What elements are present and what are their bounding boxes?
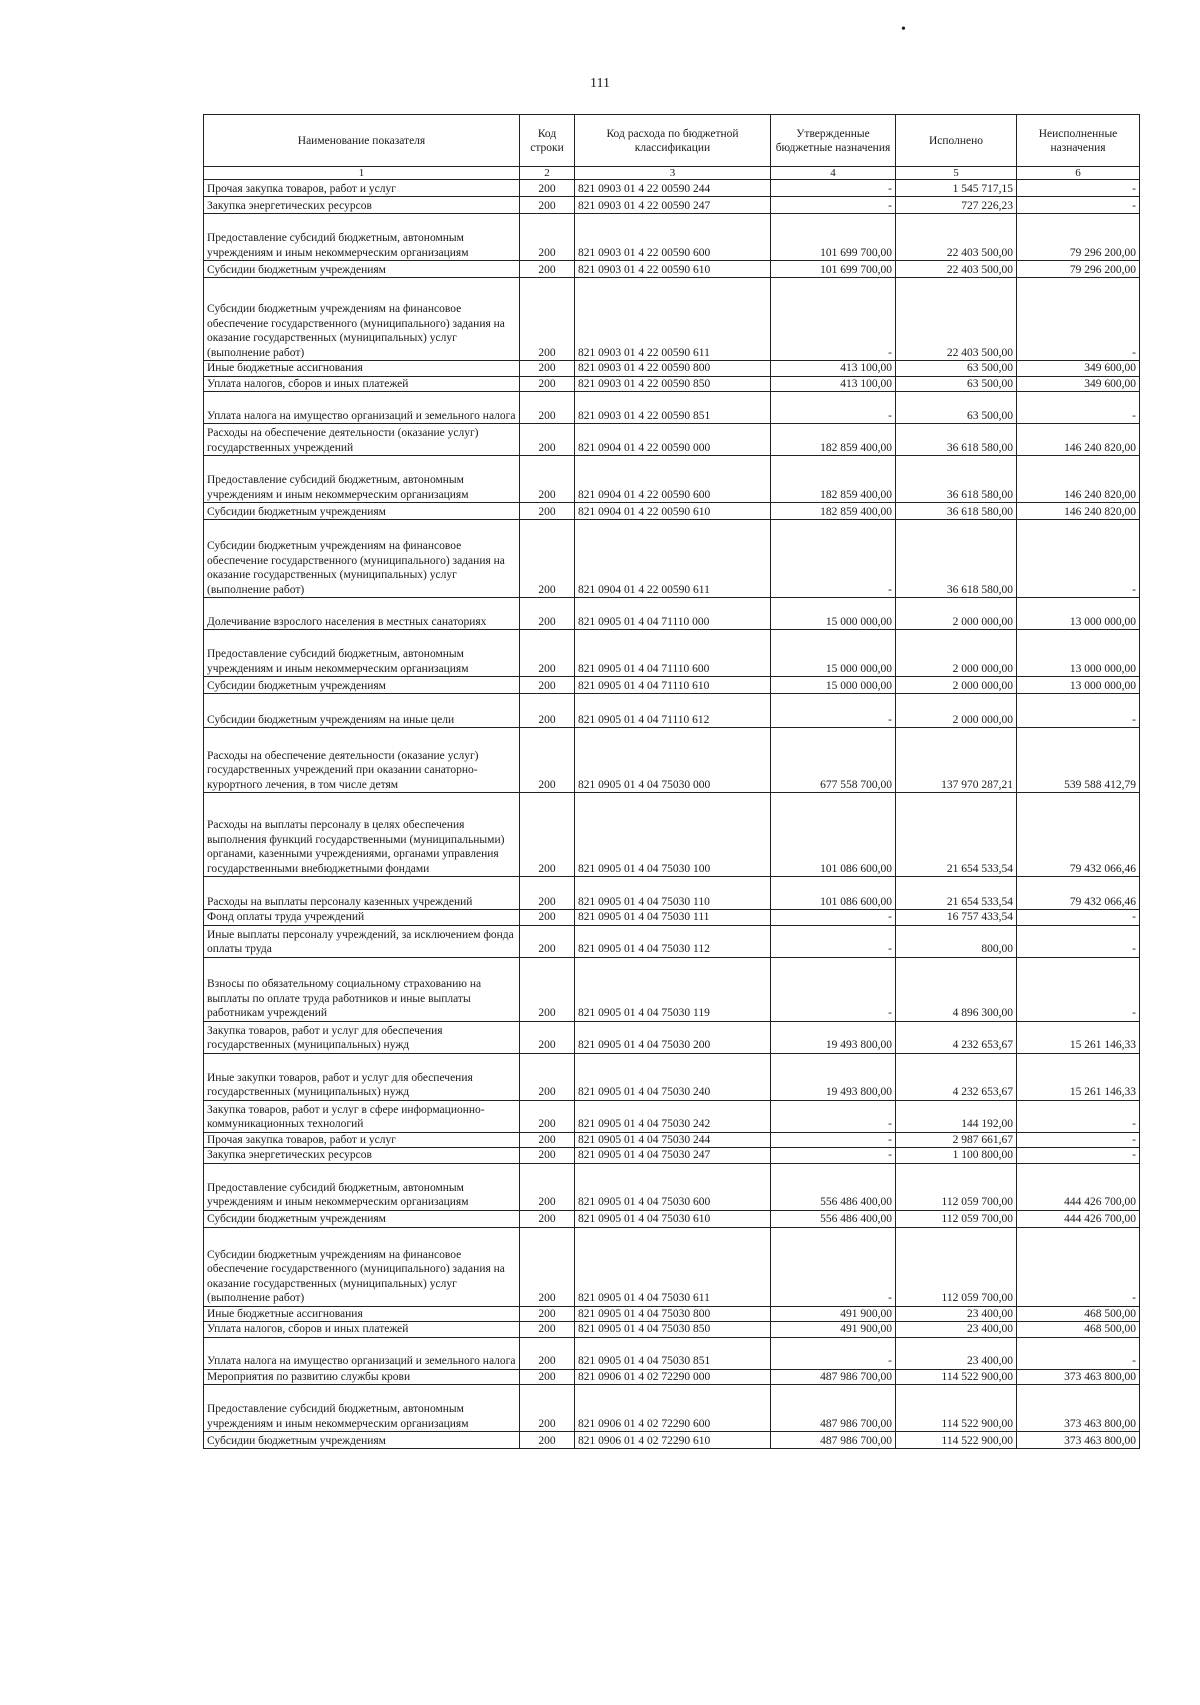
- row-unexecuted-cell: 13 000 000,00: [1017, 630, 1140, 677]
- row-unexecuted-cell: 79 432 066,46: [1017, 793, 1140, 877]
- row-kbk-cell: 821 0906 01 4 02 72290 610: [575, 1432, 771, 1449]
- row-approved-cell: 15 000 000,00: [771, 630, 896, 677]
- table-row: [204, 677, 1140, 694]
- row-name-cell: Уплата налога на имущество организаций и земельного налога: [204, 1337, 520, 1369]
- row-executed-cell: 1 100 800,00: [896, 1148, 1017, 1164]
- row-unexecuted-cell: 146 240 820,00: [1017, 503, 1140, 520]
- row-name-cell: Субсидии бюджетным учреждениям: [204, 677, 520, 694]
- row-code-cell: 200: [520, 376, 575, 392]
- row-approved-cell: 15 000 000,00: [771, 677, 896, 694]
- row-executed-cell: 23 400,00: [896, 1322, 1017, 1338]
- row-executed-cell: 112 059 700,00: [896, 1210, 1017, 1227]
- table-row: [204, 1210, 1140, 1227]
- row-kbk-cell: 821 0905 01 4 04 75030 800: [575, 1306, 771, 1322]
- table-row: [204, 598, 1140, 630]
- table-row: [204, 1132, 1140, 1148]
- table-row: [204, 1322, 1140, 1338]
- row-unexecuted-cell: -: [1017, 278, 1140, 361]
- table-row: [204, 520, 1140, 598]
- row-unexecuted-cell: -: [1017, 197, 1140, 214]
- row-executed-cell: 2 000 000,00: [896, 677, 1017, 694]
- table-row: [204, 1053, 1140, 1100]
- row-executed-cell: 36 618 580,00: [896, 503, 1017, 520]
- row-kbk-cell: 821 0905 01 4 04 75030 600: [575, 1163, 771, 1210]
- row-approved-cell: -: [771, 278, 896, 361]
- row-code-cell: 200: [520, 1306, 575, 1322]
- row-code-cell: 200: [520, 197, 575, 214]
- row-unexecuted-cell: -: [1017, 1132, 1140, 1148]
- row-name-cell: Предоставление субсидий бюджетным, автономным учреждениям и иным некоммерческим организациям: [204, 456, 520, 503]
- row-code-cell: 200: [520, 1210, 575, 1227]
- row-kbk-cell: 821 0905 01 4 04 75030 851: [575, 1337, 771, 1369]
- row-unexecuted-cell: 79 432 066,46: [1017, 877, 1140, 910]
- row-name-cell: Прочая закупка товаров, работ и услуг: [204, 1132, 520, 1148]
- row-approved-cell: 487 986 700,00: [771, 1369, 896, 1385]
- column-number: 4: [771, 167, 896, 180]
- row-unexecuted-cell: 468 500,00: [1017, 1322, 1140, 1338]
- row-approved-cell: 491 900,00: [771, 1322, 896, 1338]
- row-name-cell: Закупка товаров, работ и услуг в сфере информационно-коммуникационных технологий: [204, 1100, 520, 1132]
- row-kbk-cell: 821 0904 01 4 22 00590 610: [575, 503, 771, 520]
- row-kbk-cell: 821 0905 01 4 04 75030 247: [575, 1148, 771, 1164]
- table-row: [204, 1369, 1140, 1385]
- row-executed-cell: 2 987 661,67: [896, 1132, 1017, 1148]
- row-approved-cell: -: [771, 1132, 896, 1148]
- row-code-cell: 200: [520, 520, 575, 598]
- row-name-cell: Субсидии бюджетным учреждениям: [204, 503, 520, 520]
- row-approved-cell: -: [771, 925, 896, 957]
- row-kbk-cell: 821 0903 01 4 22 00590 850: [575, 376, 771, 392]
- row-approved-cell: 556 486 400,00: [771, 1163, 896, 1210]
- row-executed-cell: 2 000 000,00: [896, 598, 1017, 630]
- row-executed-cell: 63 500,00: [896, 361, 1017, 377]
- row-code-cell: 200: [520, 910, 575, 926]
- row-executed-cell: 2 000 000,00: [896, 630, 1017, 677]
- row-kbk-cell: 821 0905 01 4 04 75030 119: [575, 957, 771, 1021]
- row-executed-cell: 36 618 580,00: [896, 424, 1017, 456]
- row-unexecuted-cell: -: [1017, 1100, 1140, 1132]
- row-name-cell: Предоставление субсидий бюджетным, автономным учреждениям и иным некоммерческим организациям: [204, 214, 520, 261]
- header-executed: Исполнено: [896, 115, 1017, 167]
- row-executed-cell: 23 400,00: [896, 1306, 1017, 1322]
- table-row: [204, 925, 1140, 957]
- row-executed-cell: 21 654 533,54: [896, 877, 1017, 910]
- column-number: 5: [896, 167, 1017, 180]
- row-approved-cell: 413 100,00: [771, 361, 896, 377]
- row-code-cell: 200: [520, 214, 575, 261]
- table-row: [204, 1148, 1140, 1164]
- row-approved-cell: 101 086 600,00: [771, 793, 896, 877]
- row-code-cell: 200: [520, 1100, 575, 1132]
- row-unexecuted-cell: 444 426 700,00: [1017, 1210, 1140, 1227]
- row-name-cell: Предоставление субсидий бюджетным, автономным учреждениям и иным некоммерческим организациям: [204, 1385, 520, 1432]
- row-name-cell: Долечивание взрослого населения в местных санаториях: [204, 598, 520, 630]
- row-code-cell: 200: [520, 1053, 575, 1100]
- table-row: [204, 728, 1140, 793]
- row-executed-cell: 63 500,00: [896, 392, 1017, 424]
- row-approved-cell: 487 986 700,00: [771, 1432, 896, 1449]
- row-approved-cell: 413 100,00: [771, 376, 896, 392]
- row-code-cell: 200: [520, 1021, 575, 1053]
- table-row: [204, 1227, 1140, 1306]
- row-unexecuted-cell: 13 000 000,00: [1017, 598, 1140, 630]
- row-unexecuted-cell: 146 240 820,00: [1017, 456, 1140, 503]
- row-name-cell: Уплата налогов, сборов и иных платежей: [204, 1322, 520, 1338]
- row-kbk-cell: 821 0905 01 4 04 75030 240: [575, 1053, 771, 1100]
- row-kbk-cell: 821 0905 01 4 04 75030 242: [575, 1100, 771, 1132]
- row-unexecuted-cell: 349 600,00: [1017, 361, 1140, 377]
- row-code-cell: 200: [520, 1369, 575, 1385]
- row-code-cell: 200: [520, 361, 575, 377]
- table-row: [204, 376, 1140, 392]
- table-row: [204, 278, 1140, 361]
- row-unexecuted-cell: 373 463 800,00: [1017, 1432, 1140, 1449]
- table-row: [204, 694, 1140, 728]
- row-kbk-cell: 821 0903 01 4 22 00590 611: [575, 278, 771, 361]
- row-kbk-cell: 821 0905 01 4 04 75030 112: [575, 925, 771, 957]
- row-approved-cell: -: [771, 1100, 896, 1132]
- column-number: 3: [575, 167, 771, 180]
- header-name: Наименование показателя: [204, 115, 520, 167]
- row-kbk-cell: 821 0906 01 4 02 72290 000: [575, 1369, 771, 1385]
- row-approved-cell: -: [771, 1337, 896, 1369]
- row-kbk-cell: 821 0903 01 4 22 00590 800: [575, 361, 771, 377]
- row-code-cell: 200: [520, 925, 575, 957]
- table-row: [204, 630, 1140, 677]
- row-name-cell: Расходы на обеспечение деятельности (оказание услуг) государственных учреждений при оказании санаторно-курортного лечения, в том числе детям: [204, 728, 520, 793]
- row-executed-cell: 112 059 700,00: [896, 1227, 1017, 1306]
- page-number: 111: [590, 76, 610, 91]
- row-code-cell: 200: [520, 424, 575, 456]
- table-row: [204, 503, 1140, 520]
- row-kbk-cell: 821 0903 01 4 22 00590 244: [575, 180, 771, 197]
- row-kbk-cell: 821 0905 01 4 04 75030 111: [575, 910, 771, 926]
- row-name-cell: Иные бюджетные ассигнования: [204, 361, 520, 377]
- row-kbk-cell: 821 0903 01 4 22 00590 600: [575, 214, 771, 261]
- row-approved-cell: 487 986 700,00: [771, 1385, 896, 1432]
- table-row: [204, 456, 1140, 503]
- table-row: [204, 392, 1140, 424]
- row-code-cell: 200: [520, 957, 575, 1021]
- table-row: [204, 1432, 1140, 1449]
- row-executed-cell: 36 618 580,00: [896, 520, 1017, 598]
- row-approved-cell: 556 486 400,00: [771, 1210, 896, 1227]
- row-executed-cell: 16 757 433,54: [896, 910, 1017, 926]
- row-code-cell: 200: [520, 677, 575, 694]
- row-name-cell: Фонд оплаты труда учреждений: [204, 910, 520, 926]
- row-executed-cell: 112 059 700,00: [896, 1163, 1017, 1210]
- row-approved-cell: 182 859 400,00: [771, 456, 896, 503]
- header-approved: Утвержденные бюджетные назначения: [771, 115, 896, 167]
- row-name-cell: Предоставление субсидий бюджетным, автономным учреждениям и иным некоммерческим организациям: [204, 1163, 520, 1210]
- table-row: [204, 1337, 1140, 1369]
- row-name-cell: Субсидии бюджетным учреждениям на иные цели: [204, 694, 520, 728]
- row-unexecuted-cell: 349 600,00: [1017, 376, 1140, 392]
- column-number: 6: [1017, 167, 1140, 180]
- row-unexecuted-cell: 539 588 412,79: [1017, 728, 1140, 793]
- header-kbk: Код расхода по бюджетной классификации: [575, 115, 771, 167]
- row-approved-cell: 491 900,00: [771, 1306, 896, 1322]
- row-unexecuted-cell: -: [1017, 910, 1140, 926]
- row-unexecuted-cell: -: [1017, 1337, 1140, 1369]
- row-approved-cell: 182 859 400,00: [771, 424, 896, 456]
- row-name-cell: Взносы по обязательному социальному страхованию на выплаты по оплате труда работников и иные выплаты работникам учреждений: [204, 957, 520, 1021]
- row-code-cell: 200: [520, 877, 575, 910]
- row-unexecuted-cell: 468 500,00: [1017, 1306, 1140, 1322]
- row-kbk-cell: 821 0905 01 4 04 71110 600: [575, 630, 771, 677]
- table-row: [204, 1021, 1140, 1053]
- row-unexecuted-cell: 146 240 820,00: [1017, 424, 1140, 456]
- column-number: 1: [204, 167, 520, 180]
- row-name-cell: Субсидии бюджетным учреждениям: [204, 1210, 520, 1227]
- row-unexecuted-cell: 444 426 700,00: [1017, 1163, 1140, 1210]
- table-row: [204, 1163, 1140, 1210]
- row-code-cell: 200: [520, 261, 575, 278]
- row-approved-cell: 101 086 600,00: [771, 877, 896, 910]
- row-kbk-cell: 821 0905 01 4 04 75030 000: [575, 728, 771, 793]
- column-number: 2: [520, 167, 575, 180]
- row-unexecuted-cell: -: [1017, 694, 1140, 728]
- table-row: [204, 214, 1140, 261]
- row-unexecuted-cell: 15 261 146,33: [1017, 1021, 1140, 1053]
- row-code-cell: 200: [520, 278, 575, 361]
- row-kbk-cell: 821 0904 01 4 22 00590 000: [575, 424, 771, 456]
- row-name-cell: Расходы на обеспечение деятельности (оказание услуг) государственных учреждений: [204, 424, 520, 456]
- row-unexecuted-cell: -: [1017, 957, 1140, 1021]
- table-row: [204, 261, 1140, 278]
- row-code-cell: 200: [520, 1337, 575, 1369]
- row-name-cell: Закупка товаров, работ и услуг для обеспечения государственных (муниципальных) нужд: [204, 1021, 520, 1053]
- row-name-cell: Субсидии бюджетным учреждениям: [204, 1432, 520, 1449]
- row-unexecuted-cell: 13 000 000,00: [1017, 677, 1140, 694]
- row-approved-cell: -: [771, 1148, 896, 1164]
- row-executed-cell: 144 192,00: [896, 1100, 1017, 1132]
- row-kbk-cell: 821 0906 01 4 02 72290 600: [575, 1385, 771, 1432]
- table-row: [204, 1306, 1140, 1322]
- row-approved-cell: -: [771, 957, 896, 1021]
- row-code-cell: 200: [520, 630, 575, 677]
- row-unexecuted-cell: 79 296 200,00: [1017, 214, 1140, 261]
- row-name-cell: Расходы на выплаты персоналу в целях обеспечения выполнения функций государственными (муниципальными) органами, казенными учреждениями, органами управления государственными внебюджетными фондами: [204, 793, 520, 877]
- row-kbk-cell: 821 0905 01 4 04 71110 612: [575, 694, 771, 728]
- row-code-cell: 200: [520, 503, 575, 520]
- row-unexecuted-cell: 373 463 800,00: [1017, 1369, 1140, 1385]
- row-approved-cell: 15 000 000,00: [771, 598, 896, 630]
- table-row: [204, 877, 1140, 910]
- row-executed-cell: 36 618 580,00: [896, 456, 1017, 503]
- row-approved-cell: 182 859 400,00: [771, 503, 896, 520]
- row-kbk-cell: 821 0904 01 4 22 00590 600: [575, 456, 771, 503]
- row-approved-cell: -: [771, 520, 896, 598]
- row-code-cell: 200: [520, 1322, 575, 1338]
- row-code-cell: 200: [520, 1227, 575, 1306]
- row-code-cell: 200: [520, 1148, 575, 1164]
- table-row: [204, 910, 1140, 926]
- row-name-cell: Субсидии бюджетным учреждениям на финансовое обеспечение государственного (муниципального) задания на оказание государственных (муниципальных) услуг (выполнение работ): [204, 1227, 520, 1306]
- row-name-cell: Уплата налога на имущество организаций и земельного налога: [204, 392, 520, 424]
- row-executed-cell: 23 400,00: [896, 1337, 1017, 1369]
- row-approved-cell: -: [771, 197, 896, 214]
- row-kbk-cell: 821 0903 01 4 22 00590 610: [575, 261, 771, 278]
- budget-execution-table: [203, 114, 1140, 1449]
- row-kbk-cell: 821 0903 01 4 22 00590 851: [575, 392, 771, 424]
- row-name-cell: Иные закупки товаров, работ и услуг для обеспечения государственных (муниципальных) нужд: [204, 1053, 520, 1100]
- table-body: [204, 180, 1140, 1449]
- row-executed-cell: 114 522 900,00: [896, 1369, 1017, 1385]
- row-kbk-cell: 821 0905 01 4 04 75030 100: [575, 793, 771, 877]
- row-approved-cell: -: [771, 694, 896, 728]
- row-name-cell: Предоставление субсидий бюджетным, автономным учреждениям и иным некоммерческим организациям: [204, 630, 520, 677]
- header-code: Код строки: [520, 115, 575, 167]
- table-row: [204, 1100, 1140, 1132]
- row-kbk-cell: 821 0905 01 4 04 75030 110: [575, 877, 771, 910]
- table-row: [204, 957, 1140, 1021]
- row-code-cell: 200: [520, 1385, 575, 1432]
- page-mark: •: [901, 22, 906, 37]
- row-name-cell: Закупка энергетических ресурсов: [204, 1148, 520, 1164]
- row-name-cell: Субсидии бюджетным учреждениям на финансовое обеспечение государственного (муниципального) задания на оказание государственных (муниципальных) услуг (выполнение работ): [204, 278, 520, 361]
- row-approved-cell: -: [771, 392, 896, 424]
- table-row: [204, 197, 1140, 214]
- row-name-cell: Иные бюджетные ассигнования: [204, 1306, 520, 1322]
- row-approved-cell: -: [771, 180, 896, 197]
- row-executed-cell: 1 545 717,15: [896, 180, 1017, 197]
- row-name-cell: Расходы на выплаты персоналу казенных учреждений: [204, 877, 520, 910]
- row-executed-cell: 21 654 533,54: [896, 793, 1017, 877]
- row-executed-cell: 4 896 300,00: [896, 957, 1017, 1021]
- row-code-cell: 200: [520, 1132, 575, 1148]
- row-executed-cell: 727 226,23: [896, 197, 1017, 214]
- row-unexecuted-cell: -: [1017, 1148, 1140, 1164]
- row-unexecuted-cell: -: [1017, 392, 1140, 424]
- row-unexecuted-cell: -: [1017, 520, 1140, 598]
- row-approved-cell: 677 558 700,00: [771, 728, 896, 793]
- row-executed-cell: 4 232 653,67: [896, 1053, 1017, 1100]
- row-name-cell: Уплата налогов, сборов и иных платежей: [204, 376, 520, 392]
- row-kbk-cell: 821 0905 01 4 04 75030 200: [575, 1021, 771, 1053]
- header-unexecuted: Неисполненные назначения: [1017, 115, 1140, 167]
- row-unexecuted-cell: -: [1017, 1227, 1140, 1306]
- row-code-cell: 200: [520, 694, 575, 728]
- row-code-cell: 200: [520, 180, 575, 197]
- row-kbk-cell: 821 0905 01 4 04 75030 850: [575, 1322, 771, 1338]
- row-kbk-cell: 821 0903 01 4 22 00590 247: [575, 197, 771, 214]
- row-kbk-cell: 821 0904 01 4 22 00590 611: [575, 520, 771, 598]
- row-approved-cell: 101 699 700,00: [771, 261, 896, 278]
- table-row: [204, 361, 1140, 377]
- table-row: [204, 1385, 1140, 1432]
- row-unexecuted-cell: -: [1017, 180, 1140, 197]
- row-approved-cell: -: [771, 1227, 896, 1306]
- row-executed-cell: 4 232 653,67: [896, 1021, 1017, 1053]
- row-code-cell: 200: [520, 793, 575, 877]
- table-row: [204, 793, 1140, 877]
- row-executed-cell: 114 522 900,00: [896, 1385, 1017, 1432]
- row-executed-cell: 63 500,00: [896, 376, 1017, 392]
- row-code-cell: 200: [520, 1163, 575, 1210]
- row-kbk-cell: 821 0905 01 4 04 71110 610: [575, 677, 771, 694]
- row-approved-cell: 19 493 800,00: [771, 1021, 896, 1053]
- row-name-cell: Иные выплаты персоналу учреждений, за исключением фонда оплаты труда: [204, 925, 520, 957]
- table-row: [204, 180, 1140, 197]
- row-executed-cell: 22 403 500,00: [896, 278, 1017, 361]
- row-code-cell: 200: [520, 456, 575, 503]
- row-kbk-cell: 821 0905 01 4 04 75030 244: [575, 1132, 771, 1148]
- row-code-cell: 200: [520, 598, 575, 630]
- row-executed-cell: 114 522 900,00: [896, 1432, 1017, 1449]
- row-code-cell: 200: [520, 1432, 575, 1449]
- table-row: [204, 424, 1140, 456]
- row-approved-cell: -: [771, 910, 896, 926]
- row-approved-cell: 101 699 700,00: [771, 214, 896, 261]
- row-kbk-cell: 821 0905 01 4 04 75030 610: [575, 1210, 771, 1227]
- row-name-cell: Субсидии бюджетным учреждениям на финансовое обеспечение государственного (муниципального) задания на оказание государственных (муниципальных) услуг (выполнение работ): [204, 520, 520, 598]
- row-executed-cell: 22 403 500,00: [896, 214, 1017, 261]
- row-approved-cell: 19 493 800,00: [771, 1053, 896, 1100]
- row-name-cell: Субсидии бюджетным учреждениям: [204, 261, 520, 278]
- row-code-cell: 200: [520, 392, 575, 424]
- row-unexecuted-cell: 79 296 200,00: [1017, 261, 1140, 278]
- row-kbk-cell: 821 0905 01 4 04 71110 000: [575, 598, 771, 630]
- row-executed-cell: 800,00: [896, 925, 1017, 957]
- row-unexecuted-cell: 15 261 146,33: [1017, 1053, 1140, 1100]
- row-kbk-cell: 821 0905 01 4 04 75030 611: [575, 1227, 771, 1306]
- row-executed-cell: 2 000 000,00: [896, 694, 1017, 728]
- row-executed-cell: 22 403 500,00: [896, 261, 1017, 278]
- row-executed-cell: 137 970 287,21: [896, 728, 1017, 793]
- row-code-cell: 200: [520, 728, 575, 793]
- row-unexecuted-cell: -: [1017, 925, 1140, 957]
- row-name-cell: Прочая закупка товаров, работ и услуг: [204, 180, 520, 197]
- row-name-cell: Мероприятия по развитию службы крови: [204, 1369, 520, 1385]
- row-name-cell: Закупка энергетических ресурсов: [204, 197, 520, 214]
- row-unexecuted-cell: 373 463 800,00: [1017, 1385, 1140, 1432]
